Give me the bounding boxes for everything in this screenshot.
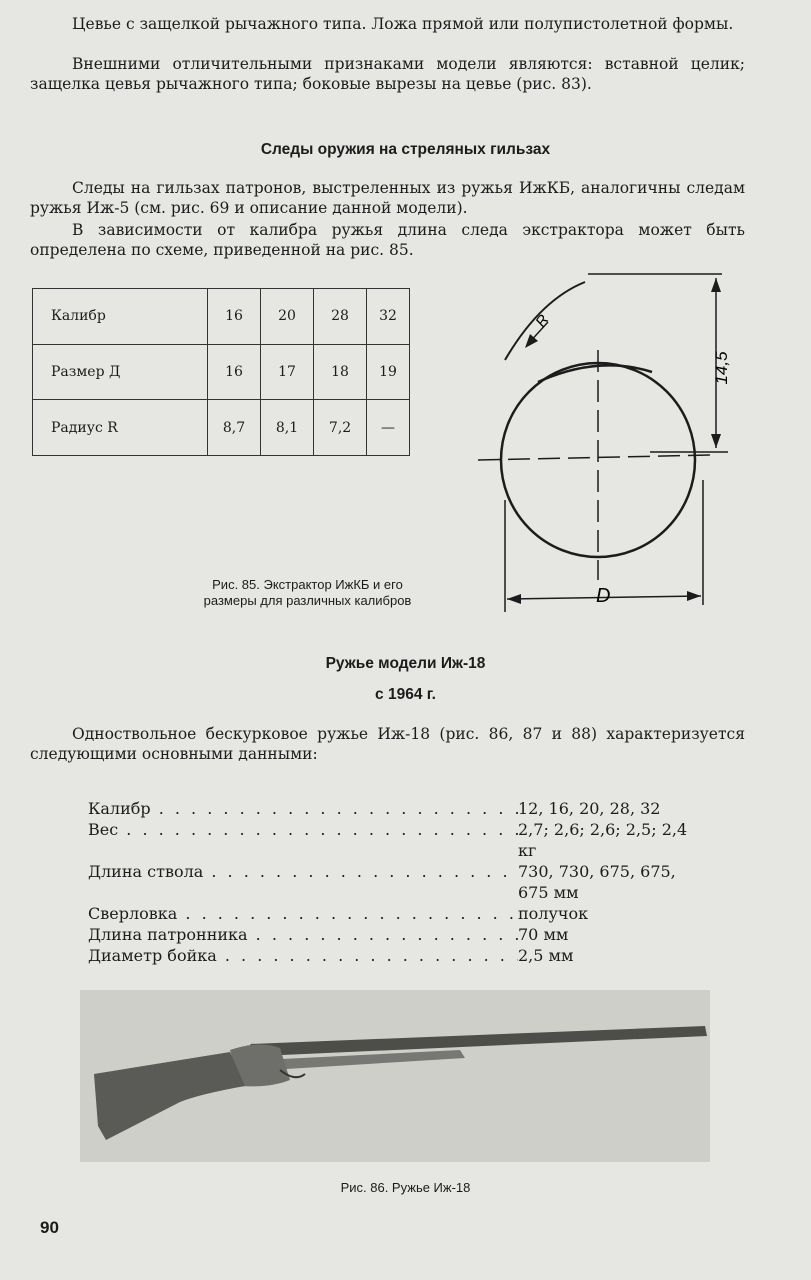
horizontal-axis: [478, 455, 712, 460]
spec-value: 70 мм: [518, 925, 569, 944]
model-intro: Одноствольное бескурковое ружье Иж-18 (рис. 86, 87 и 88) характеризуется следующими основными данными:: [30, 725, 745, 763]
table-cell: 8,1: [261, 400, 314, 456]
spec-name: Длина патронника . . .: [88, 924, 518, 945]
table-cell: 7,2: [314, 400, 367, 456]
table-cell: 16: [208, 289, 261, 345]
spec-row: [88, 945, 728, 966]
traces-paragraph-1: Следы на гильзах патронов, выстреленных из ружья ИжКБ, аналогичны следам ружья Иж-5 (см. рис. 69 и описание данной модели).: [30, 179, 745, 217]
spec-list: [88, 798, 728, 966]
table-cell: 17: [261, 344, 314, 400]
spec-name: Калибр . . .: [88, 798, 518, 819]
arrow-up: [711, 278, 721, 292]
intro-paragraph-1: Цевье с защелкой рычажного типа. Ложа прямой или полупистолетной формы.: [72, 15, 734, 33]
spec-name: Сверловка . . .: [88, 903, 518, 924]
page-number: 90: [40, 1218, 59, 1237]
label-dimension: 14,5: [712, 351, 731, 385]
spec-row: [88, 903, 728, 924]
spec-row: [88, 798, 728, 819]
spec-row: [88, 861, 728, 903]
spec-value: 2,7; 2,6; 2,6; 2,5; 2,4 кг: [518, 820, 688, 860]
spec-row: [88, 819, 728, 861]
table-cell: 20: [261, 289, 314, 345]
table-cell: —: [367, 400, 410, 456]
spec-value: получок: [518, 904, 589, 923]
arrow-down: [711, 434, 721, 448]
intro-paragraph-2: Внешними отличительными признаками модели являются: вставной целик; защелка цевья рычажного типа; боковые вырезы на цевье (рис. 83).: [30, 55, 745, 93]
label-r: R: [532, 311, 553, 331]
table-cell: 19: [367, 344, 410, 400]
model-subtitle: с 1964 г.: [375, 686, 436, 703]
spec-value: 12, 16, 20, 28, 32: [518, 799, 661, 818]
spec-name: Длина ствола . . .: [88, 861, 518, 882]
shotgun-photo: [80, 990, 710, 1162]
table-cell: 28: [314, 289, 367, 345]
row-label-caliber: Калибр: [33, 289, 208, 345]
label-d: D: [596, 585, 611, 607]
spec-name: Вес . . .: [88, 819, 518, 840]
spec-name: Диаметр бойка . . .: [88, 945, 518, 966]
figure-86-caption: Рис. 86. Ружье Иж-18: [340, 1180, 471, 1195]
spec-value: 2,5 мм: [518, 946, 574, 965]
spec-value: 730, 730, 675, 675, 675 мм: [518, 862, 676, 902]
row-label-radius: Радиус R: [33, 400, 208, 456]
row-label-size: Размер Д: [33, 344, 208, 400]
table-cell: 16: [208, 344, 261, 400]
figure-85-caption: Рис. 85. Экстрактор ИжКБ и его размеры для различных калибров: [203, 577, 412, 608]
table-cell: 32: [367, 289, 410, 345]
section-traces-title: Следы оружия на стреляных гильзах: [260, 141, 551, 158]
arrow-right: [687, 591, 701, 601]
traces-paragraph-2: В зависимости от калибра ружья длина следа экстрактора может быть определена по схеме, приведенной на рис. 85.: [30, 221, 745, 259]
table-cell: 18: [314, 344, 367, 400]
model-title: Ружье модели Иж-18: [325, 655, 486, 672]
arrow-left: [507, 594, 521, 604]
table-cell: 8,7: [208, 400, 261, 456]
spec-row: [88, 924, 728, 945]
